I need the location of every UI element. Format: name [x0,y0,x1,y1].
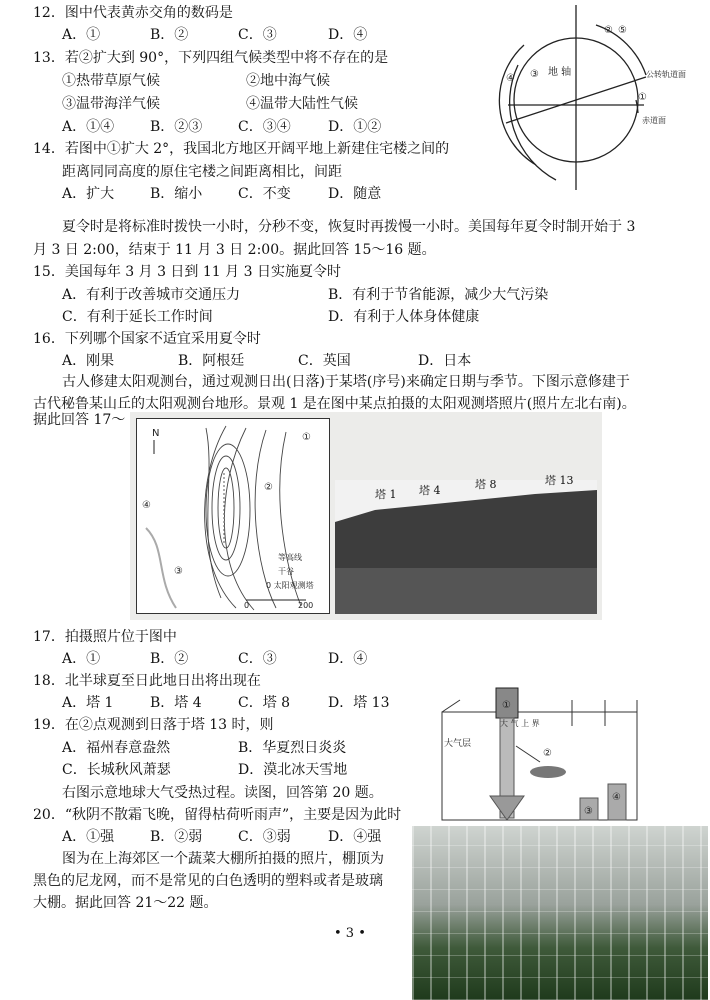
q14-option-b: B．缩小 [150,186,203,202]
q20-option-a: A．①强 [62,829,115,845]
q19-option-a: A．福州春意盎然 [62,740,171,756]
q13-item-3: ③温带海洋气候 [62,96,160,112]
north-label: N [152,428,160,439]
q16-option-c: C．英国 [298,353,351,369]
diagram-num-4: ④ [506,73,515,84]
q14-option-c: C．不变 [238,186,291,202]
intro21-line1: 图为在上海郊区一个蔬菜大棚所拍摄的照片，棚顶为 [62,851,384,867]
q17-option-b: B．② [150,651,189,667]
intro21-line2: 黑色的尼龙网，而不是常见的白色透明的塑料或者是玻璃 [33,873,383,889]
scale-zero: 0 [244,601,250,610]
q13-option-c: C．③④ [238,119,291,135]
photo-tower-13: 塔 13 [545,474,574,487]
intro17-line2: 古代秘鲁某山丘的太阳观测台地形。景观 1 是在图中某点拍摄的太阳观测塔照片(照片左北右南)。 [33,396,636,412]
atmosphere-heating-diagram [440,686,640,824]
heat-num-4: ④ [612,792,621,803]
q17-option-a: A．① [62,651,101,667]
q15-option-b: B．有利于节省能源，减少大气污染 [328,287,549,303]
map-point-4: ④ [142,500,151,511]
q19-option-d: D．漠北冰天雪地 [238,762,348,778]
obliquity-diagram [496,5,686,195]
q13-option-d: D．①② [328,119,382,135]
q15-option-d: D．有利于人体身体健康 [328,309,480,325]
q14-stem-line2: 距离同同高度的原住宅楼之间距离相比，间距 [62,164,342,180]
heat-atm-label: 大气层 [444,739,472,749]
diagram-num-5: ⑤ [618,25,627,36]
diagram-num-2: ② [604,25,613,36]
q18-stem: 18．北半球夏至日此地日出将出现在 [33,673,261,689]
q17-option-d: D．④ [328,651,368,667]
q16-option-b: B．阿根廷 [178,353,245,369]
q15-stem: 15．美国每年 3 月 3 日到 11 月 3 日实施夏令时 [33,264,341,280]
heat-num-2: ② [543,748,552,759]
q19-stem: 19．在②点观测到日落于塔 13 时，则 [33,717,274,733]
diagram-axis-label: 地 轴 [548,67,572,78]
q20-option-c: C．③弱 [238,829,291,845]
q13-option-b: B．②③ [150,119,203,135]
map-point-2: ② [264,482,273,493]
q12-option-c: C．③ [238,27,277,43]
q17-option-c: C．③ [238,651,277,667]
q15-option-a: A．有利于改善城市交通压力 [62,287,241,303]
scale-200: 200 [298,601,314,610]
photo-tower-4: 塔 4 [419,484,441,497]
q18-option-d: D．塔 13 [328,695,390,711]
q20-option-d: D．④强 [328,829,382,845]
diagram-num-3: ③ [530,69,539,80]
diagram-equator-label: 赤道面 [642,116,666,125]
q19-option-c: C．长城秋风萧瑟 [62,762,171,778]
q13-option-a: A．①④ [62,119,115,135]
tower-photo [335,474,597,614]
heat-num-3: ③ [584,806,593,817]
greenhouse-photo [412,826,708,1000]
q15-option-c: C．有利于延长工作时间 [62,309,213,325]
intro15-line2: 月 3 日 2:00，结束于 11 月 3 日 2:00。据此回答 15～16 题。 [33,242,436,258]
q16-option-d: D．日本 [418,353,472,369]
photo-tower-8: 塔 8 [475,478,497,491]
contour-map [136,418,330,614]
observatory-figure [130,412,602,620]
q18-option-c: C．塔 8 [238,695,291,711]
legend-valley: 干谷 [278,567,294,576]
q19-option-b: B．华夏烈日炎炎 [238,740,347,756]
q18-option-a: A．塔 1 [62,695,114,711]
map-point-1: ① [302,432,311,443]
q13-item-4: ④温带大陆性气候 [246,96,358,112]
map-point-3: ③ [174,566,183,577]
q16-stem: 16．下列哪个国家不适宜采用夏令时 [33,331,261,347]
q13-stem: 13．若②扩大到 90°，下列四组气候类型中将不存在的是 [33,50,389,66]
q12-stem: 12．图中代表黄赤交角的数码是 [33,5,233,21]
intro15-line1: 夏令时是将标准时拨快一小时，分秒不变，恢复时再拨慢一小时。美国每年夏令时制开始于 3 [62,219,636,235]
q18-option-b: B．塔 4 [150,695,202,711]
heat-num-1: ① [502,700,511,711]
intro17-line1: 古人修建太阳观测台，通过观测日出(日落)于某塔(序号)来确定日期与季节。下图示意修建于 [62,374,630,390]
diagram-orbit-label: 公转轨道面 [646,70,686,79]
q20-stem: 20．“秋阴不散霜飞晚，留得枯荷听雨声”，主要是因为此时 [33,807,402,823]
q14-option-d: D．随意 [328,186,382,202]
q14-option-a: A．扩大 [62,186,115,202]
page-number: • 3 • [334,926,366,941]
q17-stem: 17．拍摄照片位于图中 [33,629,177,645]
intro21-line3: 大棚。据此回答 21～22 题。 [33,895,218,911]
q13-item-1: ①热带草原气候 [62,73,160,89]
q16-option-a: A．刚果 [62,353,115,369]
photo-tower-1: 塔 1 [375,488,397,501]
q14-stem-line1: 14．若图中①扩大 2°，我国北方地区开阔平地上新建住宅楼之间的 [33,141,450,157]
intro17-line3: 据此回答 17～ [33,412,126,428]
q13-item-2: ②地中海气候 [246,73,330,89]
heat-top-label: 大 气 上 界 [500,719,540,728]
q12-option-a: A．① [62,27,101,43]
intro20: 右图示意地球大气受热过程。读图，回答第 20 题。 [62,785,383,801]
q12-option-b: B．② [150,27,189,43]
legend-tower: 0 太阳观测塔 [266,581,314,590]
q12-option-d: D．④ [328,27,368,43]
diagram-num-1: ① [638,92,647,103]
q20-option-b: B．②弱 [150,829,203,845]
legend-contour: 等高线 [278,553,302,562]
